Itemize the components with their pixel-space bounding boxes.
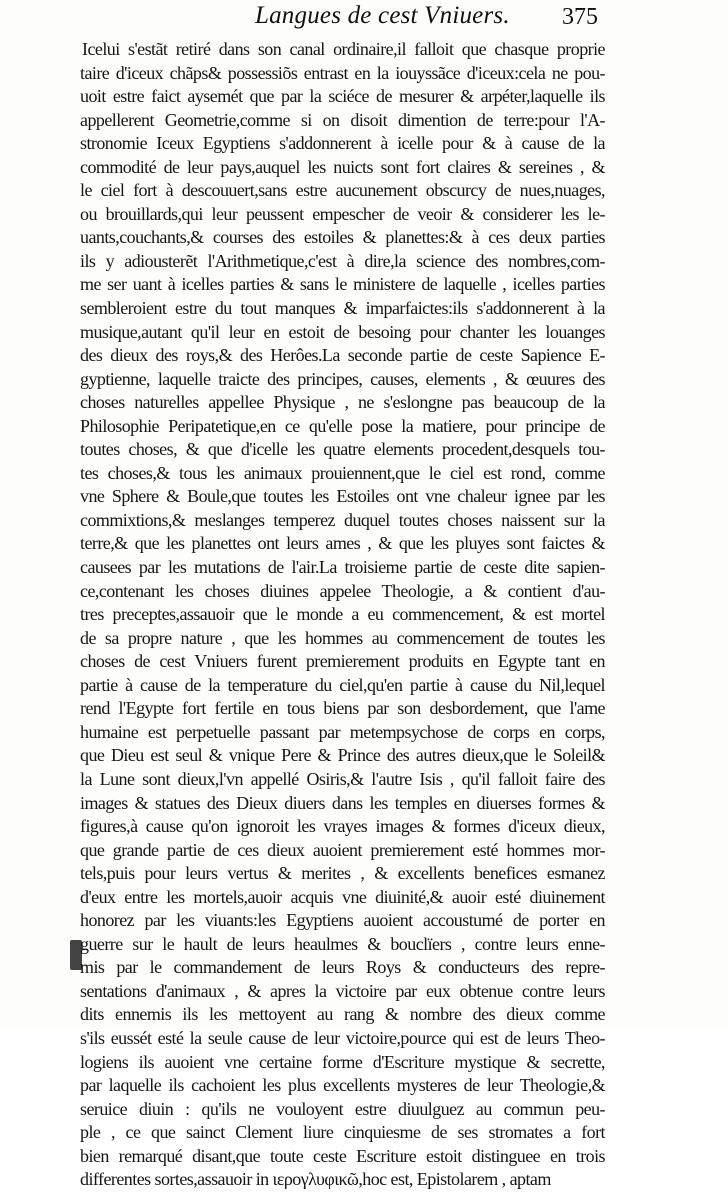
- text-line: de sa propre nature , que les hommes au commencement de toutes les: [80, 627, 605, 648]
- text-line: dits ennemis ils les mettoyent au rang & nombre des dieux comme: [80, 1004, 605, 1025]
- text-line: taire d'iceux chãps& possessiõs entrast en la iouyssãce d'iceux:cela ne pou-: [80, 62, 605, 83]
- text-line: gyptienne, laquelle traicte des principes, causes, elements , & œuures des: [80, 368, 605, 389]
- text-line: guerre sur le hault de leurs heaulmes & bouclïers , contre leurs enne-: [80, 933, 605, 954]
- text-line: mis par le commandement de leurs Roys & conducteurs des repre-: [80, 957, 605, 978]
- text-line: tres preceptes,assauoir que le monde a eu commencement, & est mortel: [80, 604, 605, 625]
- text-line: seruice diuin : qu'ils ne vouloyent estre diuulguez au commun peu-: [80, 1098, 605, 1119]
- text-line: commodité de leur pays,auquel les nuicts sont fort claires & sereines , &: [80, 156, 605, 177]
- text-line: honorez par les viuants:les Egyptiens auoient accoustumé de porter en: [80, 910, 605, 931]
- text-line: que grande partie de ces dieux auoient premierement esté hommes mor-: [80, 839, 605, 860]
- text-line: commixtions,& meslanges temperez duquel toutes choses naissent sur la: [80, 509, 605, 530]
- text-line: figures,à cause qu'on ignoroit les vrayes images & formes d'iceux dieux,: [80, 816, 605, 837]
- running-title: Langues de cest Vniuers.: [255, 2, 510, 29]
- text-line: sembleroient estre du tout manques & imparfaictes:ils s'addonnerent à la: [80, 298, 605, 319]
- text-line: ils y adiousterẽt l'Arithmetique,c'est à dire,la science des nombres,com-: [80, 250, 605, 271]
- text-line: ce,contenant les choses diuines appelee Theologie, a & contient d'au-: [80, 580, 605, 601]
- text-line: logiens ils auoient vne certaine forme d'Escriture mystique & secrette,: [80, 1051, 605, 1072]
- text-line: bien remarqué disant,que toute ceste Escriture estoit distinguee en trois: [80, 1145, 605, 1166]
- text-line: images & statues des Dieux diuers dans les temples en diuerses formes &: [80, 792, 605, 813]
- text-line: ple , ce que sainct Clement liure cinquiesme de ses stromates a fort: [80, 1122, 605, 1143]
- page-number: 375: [562, 4, 598, 30]
- text-line: tels,puis pour leurs vertus & merites , & excellents benefices esmanez: [80, 863, 605, 884]
- text-line: uoit estre faict aysemét que par la sciéce de mesurer & arpéter,laquelle ils: [80, 86, 605, 107]
- text-line: d'eux entre les mortels,auoir acquis vne diuinité,& auoir esté diuinement: [80, 886, 605, 907]
- text-line: me ser uant à icelles parties & sans le ministere de laquelle , icelles parties: [80, 274, 605, 295]
- text-line: ou brouillards,qui leur peussent empescher de veoir & considerer les le-: [80, 203, 605, 224]
- text-line: humaine est perpetuelle passant par metempsychose de corps en corps,: [80, 721, 605, 742]
- text-line: la Lune sont dieux,l'vn appellé Osiris,& l'autre Isis , qu'il falloit faire des: [80, 768, 605, 789]
- text-line: choses de cest Vniuers furent premierement produits en Egypte tant en: [80, 651, 605, 672]
- text-line: rend l'Egypte fort fertile en tous biens par son desbordement, que l'ame: [80, 698, 605, 719]
- text-line: choses naturelles appellee Physique , ne s'eslongne pas beaucoup de la: [80, 392, 605, 413]
- text-line: differentes sortes,assauoir in ιερογλυφικῶ,hoc est, Epistolarem , aptam: [80, 1169, 551, 1190]
- text-line: appellerent Geometrie,comme si on disoit dimention de terre:pour l'A-: [80, 109, 605, 130]
- text-line: terre,& que les planettes ont leurs ames , & que les pluyes sont faictes &: [80, 533, 605, 554]
- text-line: par laquelle ils cachoient les plus excellents mysteres de leur Theologie,&: [80, 1075, 605, 1096]
- text-line: toutes choses, & que d'icelle les quatre elements procedent,desquels tou-: [80, 439, 605, 460]
- text-line: vne Sphere & Boule,que toutes les Estoiles ont vne chaleur ignee par les: [80, 486, 605, 507]
- text-line: des dieux des roys,& des Herôes.La seconde partie de ceste Sapience E-: [80, 345, 605, 366]
- text-line: causees par les mutations de l'air.La troisieme partie de ceste dite sapien-: [80, 557, 605, 578]
- text-line: Philosophie Peripatetique,en ce qu'elle pose la matiere, pour principe de: [80, 415, 605, 436]
- running-head: [0, 2, 728, 36]
- text-line: Icelui s'estãt retiré dans son canal ordinaire,il falloit que chasque proprie: [82, 39, 605, 59]
- text-line: musique,autant qu'il leur en estoit de besoing pour chanter les louanges: [80, 321, 605, 342]
- text-line: uants,couchants,& courses des estoiles & planettes:& à ces deux parties: [80, 227, 605, 248]
- text-line: sentations d'animaux , & apres la victoire par eux obtenue contre leurs: [80, 980, 605, 1001]
- text-line: stronomie Iceux Egyptiens s'addonnerent à icelle pour & à cause de la: [80, 133, 605, 154]
- text-line: tes choses,& tous les animaux prouiennent,que le ciel est rond, comme: [80, 462, 605, 483]
- text-line: partie à cause de la temperature du ciel,qu'en partie à cause du Nil,lequel: [80, 674, 605, 695]
- text-line: le ciel fort à descouuert,sans estre aucunement obscurcy de nues,nuages,: [80, 180, 605, 201]
- text-line: s'ils eussét esté la seule cause de leur victoire,pource qui est de leurs Theo-: [80, 1027, 605, 1048]
- body-text: [80, 38, 605, 1192]
- text-line: que Dieu est seul & vnique Pere & Prince des autres dieux,que le Soleil&: [80, 745, 605, 766]
